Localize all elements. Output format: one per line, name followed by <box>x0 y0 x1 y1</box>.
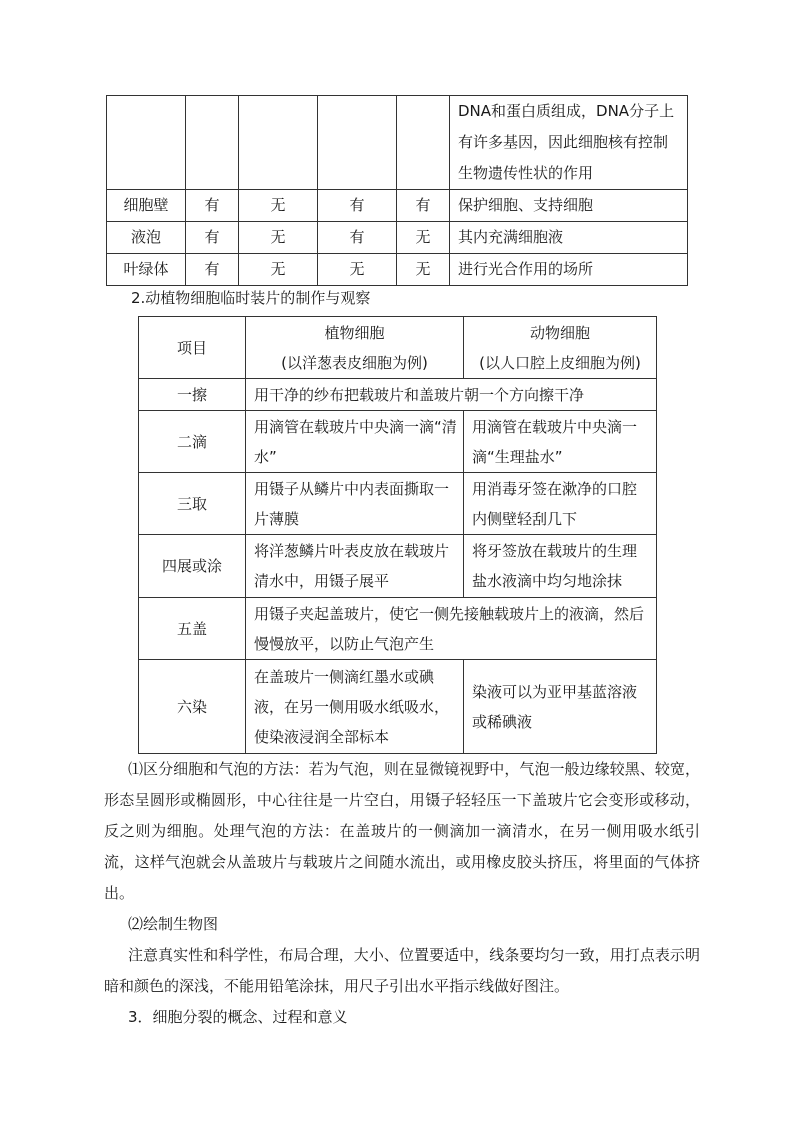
cell-value <box>318 96 397 190</box>
notes-section <box>104 754 700 1033</box>
cell-value: 无 <box>397 254 450 286</box>
cell-value: 有 <box>186 254 239 286</box>
step-name: 三取 <box>139 473 246 535</box>
step-animal: 染液可以为亚甲基蓝溶液或稀碘液 <box>464 660 657 754</box>
table-row <box>107 222 688 254</box>
organelle-name: 液泡 <box>107 222 186 254</box>
note-paragraph: 注意真实性和科学性，布局合理，大小、位置要适中，线条要均匀一致，用打点表示明暗和颜色的深浅，不能用铅笔涂抹，用尺子引出水平指示线做好图注。 <box>104 946 700 995</box>
step-name: 五盖 <box>139 598 246 660</box>
table-row <box>107 254 688 286</box>
table-header-row <box>139 317 657 379</box>
organelle-comparison-table <box>106 95 688 286</box>
table-row <box>107 96 688 190</box>
header-animal <box>464 317 657 379</box>
cell-value: 无 <box>239 190 318 222</box>
cell-value <box>186 96 239 190</box>
header-animal-title: 动物细胞 <box>529 323 590 342</box>
header-plant <box>246 317 464 379</box>
step-name: 四展或涂 <box>139 535 246 598</box>
note-subheading: ⑵绘制生物图 <box>128 915 219 933</box>
step-shared: 用镊子夹起盖玻片，使它一侧先接触载玻片上的液滴，然后慢慢放平，以防止气泡产生 <box>246 598 657 660</box>
step-plant: 用镊子从鳞片中内表面撕取一片薄膜 <box>246 473 464 535</box>
header-plant-subtitle: (以洋葱表皮细胞为例) <box>281 353 428 372</box>
cell-value: 无 <box>239 254 318 286</box>
step-name: 二滴 <box>139 411 246 473</box>
cell-value <box>397 96 450 190</box>
cell-value: 有 <box>186 190 239 222</box>
step-name: 六染 <box>139 660 246 754</box>
organelle-function: DNA和蛋白质组成，DNA分子上有许多基因，因此细胞核有控制生物遗传性状的作用 <box>450 96 688 190</box>
organelle-name: 细胞壁 <box>107 190 186 222</box>
header-plant-title: 植物细胞 <box>324 323 385 342</box>
table-row <box>139 379 657 411</box>
cell-value: 无 <box>318 254 397 286</box>
organelle-function: 进行光合作用的场所 <box>450 254 688 286</box>
table-row <box>139 598 657 660</box>
cell-value: 有 <box>186 222 239 254</box>
organelle-function: 其内充满细胞液 <box>450 222 688 254</box>
table-row <box>139 411 657 473</box>
cell-value: 无 <box>239 222 318 254</box>
note-paragraph: ⑴区分细胞和气泡的方法：若为气泡，则在显微镜视野中，气泡一般边缘较黑、较宽，形态呈圆形或椭圆形，中心往往是一片空白，用镊子轻轻压一下盖玻片它会变形或移动，反之则为细胞。处理气泡的方法：在盖玻片的一侧滴加一滴清水，在另一侧用吸水纸引流，这样气泡就会从盖玻片与载玻片之间随水流出，或用橡皮胶头挤压，将里面的气体挤出。 <box>104 760 700 902</box>
table-row <box>139 660 657 754</box>
header-item: 项目 <box>139 317 246 379</box>
cell-value: 无 <box>397 222 450 254</box>
step-animal: 用消毒牙签在漱净的口腔内侧壁轻刮几下 <box>464 473 657 535</box>
cell-value: 有 <box>318 190 397 222</box>
step-plant: 在盖玻片一侧滴红墨水或碘液，在另一侧用吸水纸吸水，使染液浸润全部标本 <box>246 660 464 754</box>
cell-value <box>239 96 318 190</box>
cell-value: 有 <box>318 222 397 254</box>
cell-value: 有 <box>397 190 450 222</box>
step-name: 一擦 <box>139 379 246 411</box>
step-animal: 将牙签放在载玻片的生理盐水液滴中均匀地涂抹 <box>464 535 657 598</box>
organelle-name <box>107 96 186 190</box>
section-heading: 2.动植物细胞临时装片的制作与观察 <box>131 289 371 307</box>
step-shared: 用干净的纱布把载玻片和盖玻片朝一个方向擦干净 <box>246 379 657 411</box>
table-row <box>107 190 688 222</box>
slide-preparation-table <box>138 316 657 754</box>
step-animal: 用滴管在载玻片中央滴一滴“生理盐水” <box>464 411 657 473</box>
section-heading: 3．细胞分裂的概念、过程和意义 <box>128 1008 348 1026</box>
table-row <box>139 473 657 535</box>
organelle-function: 保护细胞、支持细胞 <box>450 190 688 222</box>
step-plant: 用滴管在载玻片中央滴一滴“清水” <box>246 411 464 473</box>
header-animal-subtitle: (以人口腔上皮细胞为例) <box>479 353 641 372</box>
table-row <box>139 535 657 598</box>
step-plant: 将洋葱鳞片叶表皮放在载玻片清水中，用镊子展平 <box>246 535 464 598</box>
organelle-name: 叶绿体 <box>107 254 186 286</box>
